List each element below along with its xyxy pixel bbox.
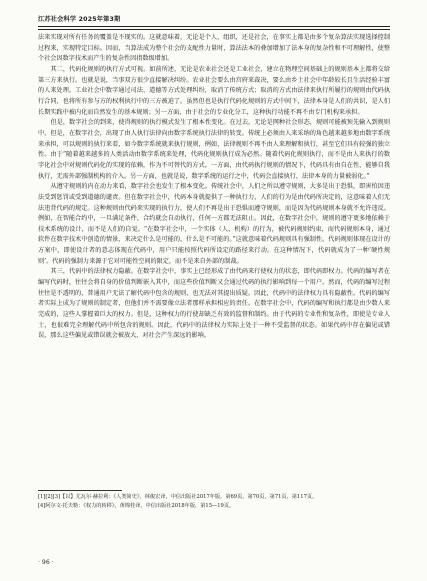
running-header — [38, 15, 390, 31]
header-rule-thick — [38, 26, 390, 27]
footnote: [1][2][3]【以】尤瓦尔·赫拉利：《人类简史》，林俊宏译，中信出版社2017年版，第69页，第70页，第71页，第117页。 — [38, 494, 318, 500]
header-rule-thin — [38, 29, 390, 30]
footnote-divider — [38, 490, 122, 491]
journal-title: 江苏社会科学 2025年第3期 — [38, 16, 121, 23]
footnotes — [38, 493, 390, 512]
body-paragraph: 从遵守规则的内在动力来看，数字社会也发生了根本变化。传统社会中，人们之所以遵守规则，大多是出于恐惧，即害怕因违法受到惩罚或受到道德的谴责。但在数字社会中，代码本身就提供了一种执行力，人们的行为是由代码所决定的，这意味着人们无法违背代码的规定。这种规则由代码来实现的执行力，使人们不再是出于恐惧而遵守规则，而是因为代码规则本身就不允许违反。例如，在智能合约中，一旦满足条件，合约就会自动执行，任何一方都无法阻止。因此，在数字社会中，规则的遵守更多地依赖于技术系统的设计，而不是人们的自觉。“在数字社会中，一个实体（人、机构）的行为，被代码规则约束，而代码规则本身，通过软件在数字技术中创造的情景，来决定什么是可能的，什么是不可能的。”这就意味着代码规则具有强制性。代码规则体现在设计的方案中，即使设计者的意志体现在代码中，用户只能按照代码所设定的路径来行动。在这种情况下，代码就成为了一种‘硬性规则’。代码的强制力来源于它对可能性空间的限定，而不是来自外部的制裁。 — [38, 183, 390, 265]
article-body — [38, 33, 390, 342]
page-number: · 96 · — [38, 559, 54, 566]
body-paragraph: 其二，代码化规则的执行方式可视。如前所述，无论是农业社会还是工业社会，建立在物理空间基础上的规则基本上都将交给第三方来执行。也就是说，当事双方很少直接解决纠纷。农业社会要么由宫府来裁决，要么由乡土社会中年龄较长且生活经验丰富的人来处理。工业社会中数字通过司法、道德等方式处理纠纷，取消了传统方式；取消的方式由法律来执行所履行的规则由代码执行合同，也将所有参与方的权利执行中的三方被迫了。虽然但也是执行代码化规则的方式中间下，法律本身是人们的共识，是人们长期实践中被内化而自然发生的基本规则；另一方面，由于社会的专业化分工，这种执行功能不再不由专门机构来承担。 — [38, 65, 390, 116]
footnote: [4]阿尔文·托夫勒：《权力的转移》，黄锦桂译，中信出版社2018年版，第15—19页。 — [38, 503, 235, 510]
body-paragraph: 法来实现对所有任务的覆盖是不现实的。这就意味着，无论是个人、组织，还是社会，在事实上都是由多个复杂算法实现选择控制过程来，实现特定目标。因而，当算法成为整个社会的支配性力量时，算法法本的叠加增加了法本身的复杂性和不可理解性，使整个社会因数字技术而产生的复杂性因指数级增加。 — [38, 34, 390, 63]
body-paragraph: 但是，数字社会的到来，使得规则的执行模式发生了根本性变化。在过去，无论是网种社会形态，规则可能被预先输入到规则中，但是，在数字社会，出现了由人执行法律向由数字系统执行法律的转变。传统上必须由人来采纳的角色越来越多地由数字系统来承担，可以规则的执行来看，如今数字系统就来执行规则，例如，法律规则不再不由人来理解和执行，甚至它们具有较强的独立性。由于“随着越来越多的人类活动由数字系统来处理，代码化规则执行成为必然。随着代码化规则执行，而不是由人来执行的数字化社会中对规则代码化的实现的依赖，作为不可替代的方式。一方面，由代码执行规则的情况下，代码具有由自在性，能够自我执行，无需外部强制机构的介入。另一方面，也就是说，数字系统的运行之中，代码会直接执行，法律本身的力量被弱化。” — [38, 119, 390, 180]
body-paragraph: 其三，代码中的法律权力隐蔽。在数字社会中，事实上已经形成了由代码来行使权力的状态，即代码即权力。代码的编写者在编写代码时，往往会将自身的价值判断嵌入其中，而这些价值判断又会通过代码的执行影响到每一个用户。然而，代码的编写过程往往是不透明的，普通用户无法了解代码中包含的规则，也无法对其提出质疑。因此，代码中的法律权力具有隐蔽性。代码的编写者实际上成为了规则的制定者，但他们并不需要像立法者那样承担相应的责任。在数字社会中，代码的编写和执行都是由少数人来完成的，这些人掌握着巨大的权力。但是，这种权力的行使却缺乏有效的监督和制约。由于代码的专业性和复杂性，即使是专业人士，也很难完全理解代码中所包含的规则。因此，代码中的法律权力实际上处于一种不受监督的状态。如果代码中存在偏见或错误，那么这些偏见或错误就会被放大，对社会产生深远的影响。 — [38, 268, 390, 340]
